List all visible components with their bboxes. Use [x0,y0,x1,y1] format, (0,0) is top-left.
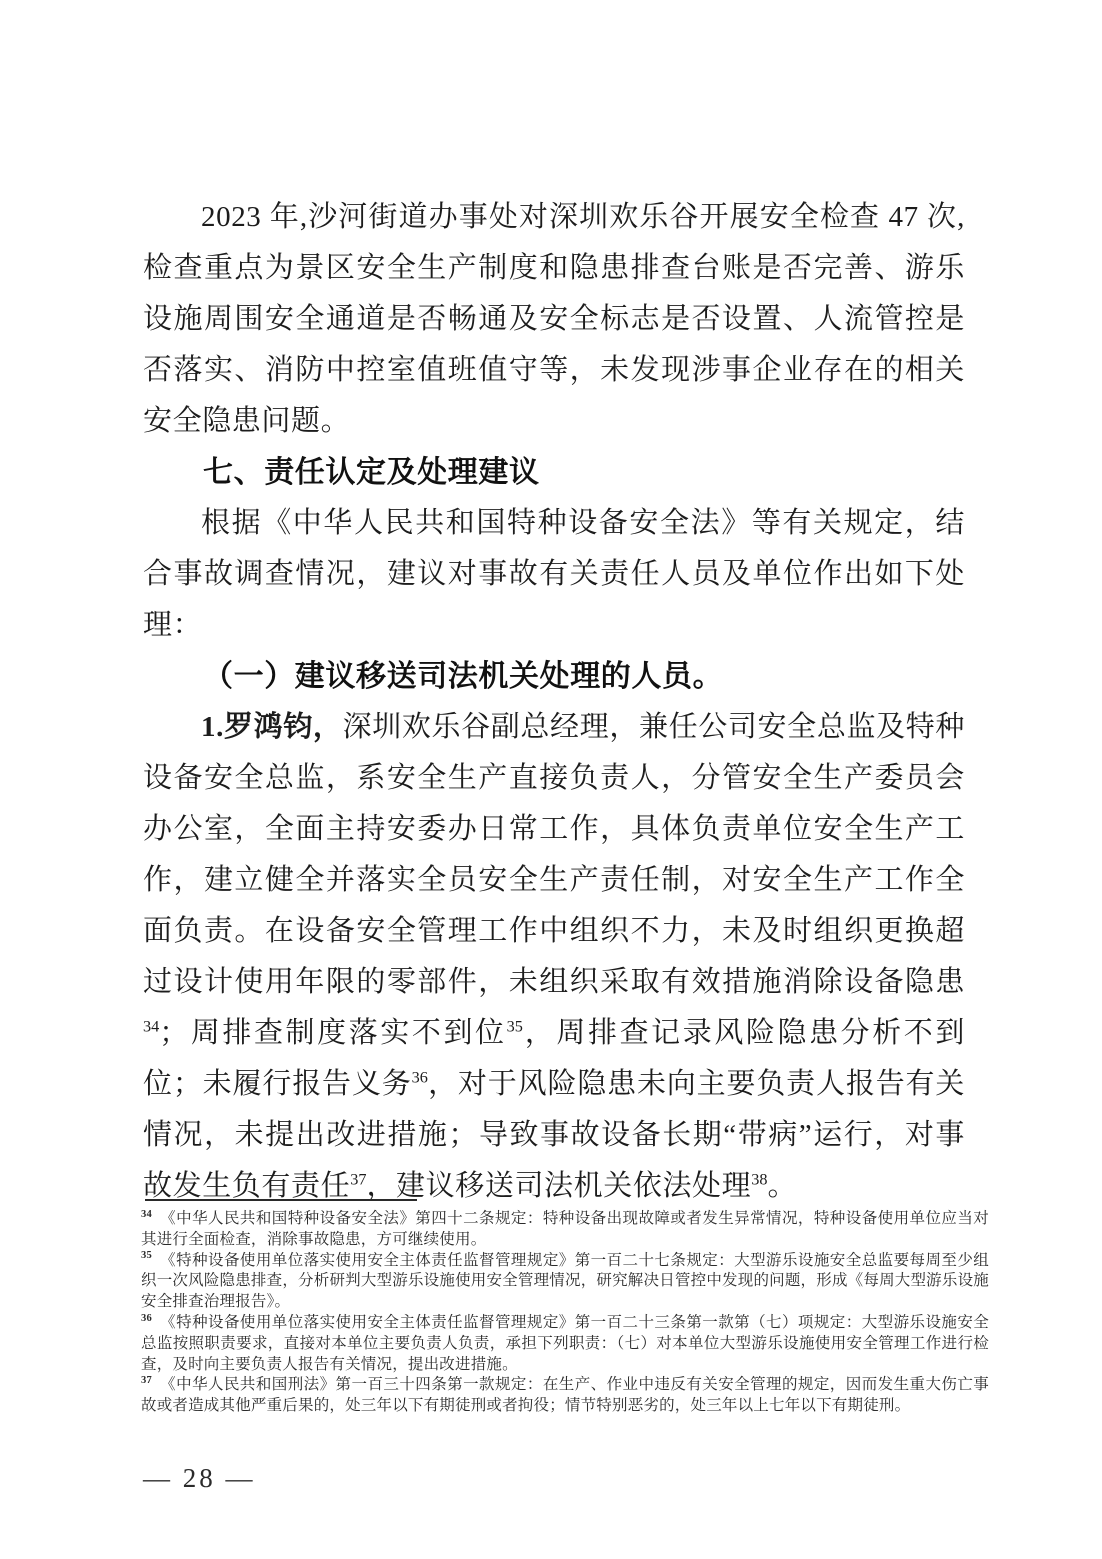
footnote-35-text: 《特种设备使用单位落实使用安全主体责任监督管理规定》第一百二十七条规定：大型游乐设施安全总监要每周至少组织一次风险隐患排查，分析研判大型游乐设施使用安全管理情况，研究解决日管控中发现的问题，形成《每周大型游乐设施安全排查治理报告》。 [141,1251,989,1311]
paragraph-legal-basis: 根据《中华人民共和国特种设备安全法》等有关规定，结合事故调查情况，建议对事故有关责任人员及单位作出如下处理： [143,507,965,641]
footnote-35 [141,1251,989,1313]
footnote-34-number: 34 [141,1208,152,1220]
subsection-heading-judicial-referral: （一）建议移送司法机关处理的人员。 [203,660,724,693]
footnote-34 [141,1209,989,1251]
page-number: — 28 — [143,1463,256,1493]
footnotes-section [141,1209,989,1417]
section-heading-responsibility: 七、责任认定及处理建议 [203,456,540,489]
paragraph-2023-inspections: 2023 年,沙河街道办事处对深圳欢乐谷开展安全检查 47 次,检查重点为景区安全生产制度和隐患排查台账是否完善、游乐设施周围安全通道是否畅通及安全标志是否设置、人流管控是否落实、消防中控室值班值守等，未发现涉事企业存在的相关安全隐患问题。 [143,201,965,437]
footnote-36-text: 《特种设备使用单位落实使用安全主体责任监督管理规定》第一百二十三条第一款第（七）项规定：大型游乐设施安全总监按照职责要求，直接对本单位主要负责人负责，承担下列职责：（七）对本单位大型游乐设施使用安全管理工作进行检查，及时向主要负责人报告有关情况，提出改进措施。 [141,1313,989,1373]
footnote-37 [141,1375,989,1417]
footnote-34-text: 《中华人民共和国特种设备安全法》第四十二条规定：特种设备出现故障或者发生异常情况，特种设备使用单位应当对其进行全面检查，消除事故隐患，方可继续使用。 [141,1210,989,1248]
footnote-36-number: 36 [141,1312,152,1324]
footnote-36 [141,1313,989,1375]
footnote-37-number: 37 [141,1375,152,1387]
paragraph-luo-hongjun: 1.罗鸿钧，深圳欢乐谷副总经理，兼任公司安全总监及特种设备安全总监，系安全生产直接负责人，分管安全生产委员会办公室，全面主持安委办日常工作，具体负责单位安全生产工作，建立健全并落实全员安全生产责任制，对安全生产工作全面负责。在设备安全管理工作中组织不力，未及时组织更换超过设计使用年限的零部件，未组织采取有效措施消除设备隐患$^{34}$；周排查制度落实不到位$^{35}$，周排查记录风险隐患分析不到位；未履行报告义务$^{36}$，对于风险隐患未向主要负责人报告有关情况，未提出改进措施；导致事故设备长期“带病”运行，对事故发生负有责任$^{37}$，建议移送司法机关依法处理$^{38}$。 [143,711,965,1202]
document-body [143,192,965,1212]
footnote-35-number: 35 [141,1250,152,1262]
footnote-37-text: 《中华人民共和国刑法》第一百三十四条第一款规定：在生产、作业中违反有关安全管理的规定，因而发生重大伤亡事故或者造成其他严重后果的，处三年以下有期徒刑或者拘役；情节特别恶劣的，处三年以上七年以下有期徒刑。 [141,1376,989,1415]
footnote-separator [145,1199,417,1201]
